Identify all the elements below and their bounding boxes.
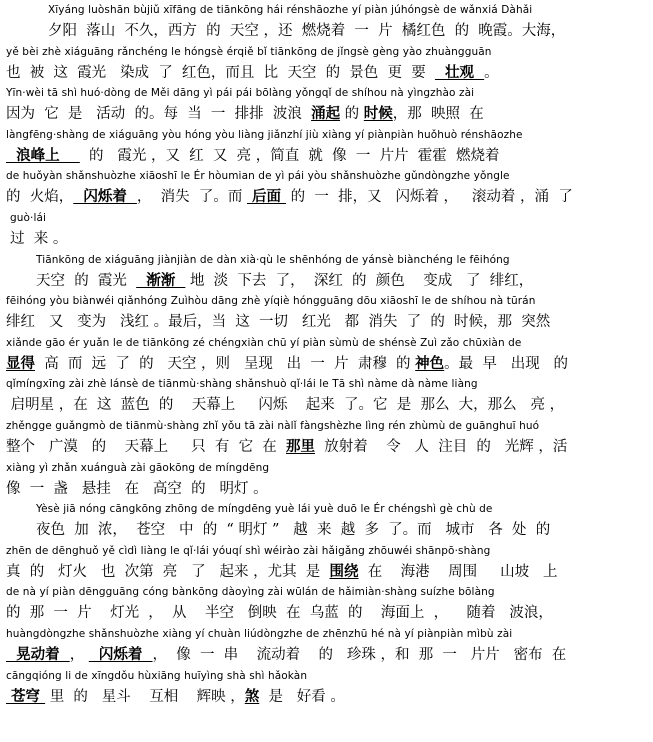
pinyin-line: zhěngge guǎngmò de tiānmù·shàng zhǐ yǒu tā zài nàlǐ fàngshèzhe lìng rén zhùmù de guānghuī huó [6, 420, 540, 432]
fill-in-answer: 闪烁着 [88, 646, 153, 663]
fill-in-answer: 闪烁着 [73, 188, 137, 206]
text-segment: 的 火焰， [6, 189, 74, 206]
pinyin-line: de huǒyàn shǎnshuòzhe xiāoshī le Ér hòumian de yì pái yòu shǎnshuòzhe gǔndòngzhe yǒngle [6, 170, 510, 183]
fill-in-answer: 围绕 [329, 562, 359, 580]
fill-in-answer: 那里 [286, 438, 316, 455]
text-segment: 启明星 ，在 这 蓝色 的 天幕上 闪烁 起来 了。它 是 那么 大，那么 亮 ， [6, 397, 565, 414]
text-segment: 也 被 这 霞光 染成 了 红色，而且 比 天空 的 景色 更 要 [6, 64, 435, 81]
hanzi-line [0, 227, 653, 248]
fill-in-answer: 显得 [6, 354, 35, 372]
text-segment: 真 的 灯火 也 次第 亮 了 起来 ，尤其 是 [6, 563, 330, 580]
hanzi-line [0, 643, 653, 664]
pinyin-line: de nà yí piàn dēngguāng cóng bànkōng dàoyìng zài wūlán de hǎimiàn·shàng suízhe bōlàng [6, 586, 495, 599]
text-segment: 因为 它 是 活动 的。每 当 一 排排 波浪 [6, 106, 312, 123]
pinyin-line: Yīn·wèi tā shì huó·dòng de Měi dāng yì pái pái bōlàng yǒngqǐ de shíhou nà yìngzhào zài [6, 87, 475, 100]
pinyin-line: cāngqióng li de xīngdǒu hùxiāng huīyìng shà shì hǎokàn [6, 669, 308, 682]
text-segment: 天空 的 霞光 [36, 272, 137, 289]
text-segment: 里 的 星斗 互相 辉映 ， [45, 688, 245, 705]
pinyin-line: huàngdòngzhe shǎnshuòzhe xiàng yí chuàn liúdòngzhe de zhēnzhū hé nà yí piànpiàn mìbù zài [6, 628, 513, 640]
pinyin-line: Xīyáng luòshān bùjiǔ xīfāng de tiānkōng hái rénshāozhe yí piàn júhóngsè de wǎnxiá Dàhǎi [48, 4, 533, 16]
hanzi-line [0, 352, 653, 373]
text-segment: 像 一 盏 悬挂 在 高空 的 明灯 。 [6, 480, 268, 497]
hanzi-line [0, 269, 653, 290]
fill-in-answer: 浪峰上 [6, 146, 80, 164]
hanzi-line [0, 601, 653, 622]
hanzi-line [0, 144, 653, 165]
pinyin-line: xiàng yì zhǎn xuánguà zài gāokōng de míngdēng [6, 461, 270, 474]
text-segment: 放射着 令 人 注目 的 光辉 ，活 [315, 439, 568, 455]
hanzi-line [0, 393, 653, 414]
text-segment: 的 [340, 106, 364, 123]
pinyin-line: qǐmíngxīng zài zhè lánsè de tiānmù·shàng shǎnshuò qǐ·lái le Tā shì nàme dà nàme liàng [6, 378, 478, 391]
text-segment: ， 消失 了。而 [136, 189, 247, 206]
hanzi-line [0, 102, 653, 123]
text-segment: 夕阳 落山 不久，西方 的 天空 ，还 燃烧着 一 片 橘红色 的 晚霞。大海， [48, 23, 566, 39]
pinyin-line: fēihóng yòu biànwéi qiǎnhóng Zuìhòu dāng zhè yíqiè hóngguāng dōu xiāoshī le de shíhou nà tūrán [6, 295, 536, 308]
text-segment: 整个 广漠 的 天幕上 只 有 它 在 [6, 439, 287, 455]
text-segment: 绯红 又 变为 浅红 。最后，当 这 一切 红光 都 消失 了 的 时候，那 突然 [6, 314, 551, 331]
pinyin-line: yě bèi zhè xiáguāng rǎnchéng le hóngsè érqiě bǐ tiānkōng de jǐngsè gèng yào zhuàngguān [6, 45, 492, 58]
pinyin-line: xiǎnde gāo ér yuǎn le de tiānkōng zé chéngxiàn chū yí piàn sùmù de shénsè Zuì zǎo chūxiàn de [6, 336, 522, 349]
fill-in-answer: 后面 [246, 188, 287, 206]
text-segment: 在 海港 周围 山坡 上 [358, 563, 558, 580]
hanzi-line [0, 185, 653, 206]
fill-in-answer: 苍穹 [6, 687, 46, 705]
text-segment: ， 像 一 串 流动着 的 珍珠 ，和 那 一 片片 密布 在 [152, 647, 567, 663]
hanzi-line [0, 310, 653, 331]
pinyin-line: Yèsè jiā nóng cāngkōng zhōng de míngdēng yuè lái yuè duō le Ér chéngshì gè chù de [36, 503, 493, 516]
text-segment: 地 淡 下去 了， 深红 的 颜色 变成 了 绯红， [185, 272, 534, 289]
hanzi-line [0, 518, 653, 539]
text-segment: 的 霞光 ，又 红 又 亮 ，简直 就 像 一 片片 霍霍 燃烧着 [79, 147, 500, 164]
hanzi-line [0, 61, 653, 82]
pinyin-line: zhēn de dēnghuǒ yě cìdì liàng le qǐ·lái yóuqí shì wéirào zài hǎigǎng zhōuwéi shānpō·shàng [6, 544, 491, 557]
text-segment: 的 那 一 片 灯光 ， 从 半空 倒映 在 乌蓝 的 海面上 ， 随着 波浪， [6, 605, 553, 622]
text-segment: ，那 映照 在 [392, 106, 484, 123]
fill-in-answer: 时候 [363, 105, 393, 123]
hanzi-line [0, 477, 653, 498]
fill-in-answer: 神色 [415, 354, 445, 372]
hanzi-line [0, 435, 653, 456]
pinyin-line: làngfēng·shàng de xiáguāng yòu hóng yòu liàng jiǎnzhí jiù xiàng yí piànpiàn huǒhuò rénshāozhe [6, 128, 523, 141]
text-segment: ， [69, 647, 89, 663]
fill-in-answer: 涌起 [311, 105, 341, 123]
text-segment: 。 [484, 64, 499, 81]
fill-in-answer: 渐渐 [136, 271, 186, 289]
text-segment: 是 好看 。 [259, 688, 345, 705]
text-segment: 的 一 排，又 闪烁着 ， 滚动着 ，涌 了 [286, 189, 573, 206]
hanzi-line [0, 685, 653, 706]
pinyin-line: guò·lái [10, 212, 47, 224]
text-segment: 过 来 。 [10, 231, 68, 247]
fill-in-answer: 晃动着 [6, 646, 70, 663]
text-segment: 高 而 远 了 的 天空 ，则 呈现 出 一 片 肃穆 的 [35, 355, 416, 372]
hanzi-line [0, 19, 653, 40]
pinyin-line: Tiānkōng de xiáguāng jiànjiàn de dàn xià·qù le shēnhóng de yánsè biànchéng le fēihóng [36, 253, 510, 266]
hanzi-line [0, 560, 653, 581]
fill-in-answer: 煞 [244, 687, 260, 705]
text-segment: 夜色 加 浓， 苍空 中 的 “ 明灯 ” 越 来 越 多 了。而 城市 各 处 的 [36, 522, 551, 539]
text-segment: 。最 早 出现 的 [444, 355, 569, 372]
fill-in-answer: 壮观 [434, 63, 485, 81]
